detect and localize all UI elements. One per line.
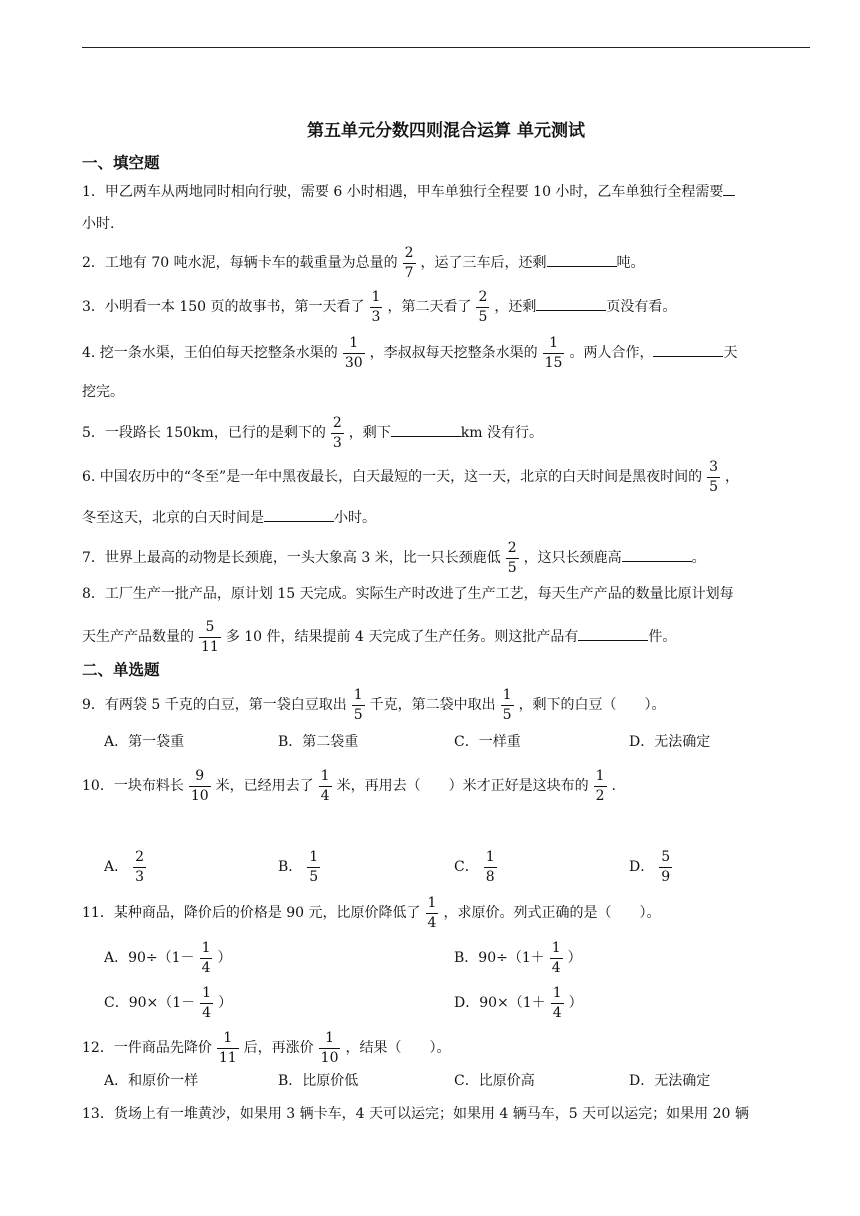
question-5-text: ，剩下 — [348, 425, 391, 442]
question-5 — [82, 416, 543, 450]
header-rule — [82, 47, 810, 48]
fraction — [319, 1031, 341, 1065]
question-6-continued — [82, 507, 376, 528]
fraction-numerator: 1 — [319, 769, 332, 787]
question-2-text: 吨。 — [616, 255, 645, 272]
question-2-text: 2．工地有 70 吨水泥，每辆卡车的载重量为总量的 — [82, 255, 398, 272]
fraction-denominator: 3 — [332, 434, 342, 451]
fraction-numerator: 5 — [659, 850, 672, 868]
fraction-numerator: 1 — [426, 896, 439, 914]
answer-blank[interactable] — [391, 422, 461, 437]
question-13: 13．货场上有一堆黄沙，如果用 3 辆卡车，4 天可以运完；如果用 4 辆马车，5 天可以运完；如果用 20 辆 — [82, 1106, 749, 1122]
option-label: ） — [568, 995, 583, 1012]
page-title: 第五单元分数四则混合运算 单元测试 — [307, 121, 585, 141]
question-2 — [82, 246, 645, 280]
question-7-text: 7．世界上最高的动物是长颈鹿，一头大象高 3 米，比一只长颈鹿低 — [82, 550, 501, 567]
fraction-numerator: 2 — [476, 290, 489, 308]
question-6-text: 冬至这天，北京的白天时间是 — [82, 510, 264, 526]
fraction-numerator: 1 — [550, 941, 563, 959]
question-5-text: 5．一段路长 150km，已行的是剩下的 — [82, 425, 326, 442]
question-4-text: 。两人合作， — [569, 345, 654, 362]
option-label: ） — [217, 950, 232, 967]
option-d[interactable]: D．无法确定 — [629, 1073, 711, 1089]
fraction-denominator: 11 — [218, 1049, 237, 1066]
fraction-denominator: 3 — [371, 308, 381, 325]
answer-blank[interactable] — [723, 181, 735, 196]
question-5-text: km 没有行。 — [460, 425, 543, 442]
question-10 — [82, 769, 616, 803]
fraction-numerator: 2 — [331, 416, 344, 434]
option-label: C． — [454, 859, 479, 876]
question-9-text: ，剩下的白豆（ ）。 — [518, 697, 666, 714]
fraction-numerator: 1 — [200, 941, 213, 959]
fraction — [307, 850, 320, 884]
fraction — [426, 896, 439, 930]
question-12 — [82, 1031, 450, 1065]
option-d[interactable]: D．无法确定 — [629, 734, 711, 750]
fraction-numerator: 5 — [199, 620, 221, 638]
question-12-text: 后，再涨价 — [243, 1040, 314, 1057]
fraction-numerator: 2 — [133, 850, 146, 868]
fraction-denominator: 7 — [404, 264, 414, 281]
option-b[interactable] — [278, 850, 325, 884]
fraction — [594, 769, 607, 803]
question-1-text: 1．甲乙两车从两地同时相向行驶，需要 6 小时相遇，甲车单独行全程要 10 小时，乙车单独行全程需要 — [82, 184, 724, 200]
option-b[interactable]: B．比原价低 — [278, 1073, 359, 1089]
fraction-denominator: 4 — [320, 787, 330, 804]
question-3-text: ，第二天看了 — [387, 299, 472, 316]
fraction — [343, 336, 365, 370]
option-c[interactable]: C．比原价高 — [454, 1073, 535, 1089]
fraction-denominator: 5 — [502, 706, 512, 723]
question-8-text: 天生产产品数量的 — [82, 629, 194, 646]
option-label: A．90÷（1－ — [104, 950, 195, 967]
fraction-denominator: 2 — [595, 787, 605, 804]
answer-blank[interactable] — [264, 507, 334, 522]
option-c[interactable] — [104, 986, 232, 1020]
fraction — [352, 688, 365, 722]
fraction — [200, 941, 213, 975]
fraction — [543, 336, 565, 370]
option-label: B． — [278, 859, 303, 876]
option-label: ） — [218, 995, 233, 1012]
fraction-denominator: 5 — [309, 868, 319, 885]
fraction-denominator: 5 — [478, 308, 488, 325]
option-c[interactable] — [454, 850, 502, 884]
question-1 — [82, 181, 735, 202]
fraction-denominator: 4 — [202, 1004, 212, 1021]
section-fill-in: 一、填空题 — [82, 154, 160, 172]
question-10-text: 米，已经用去了 — [215, 778, 314, 795]
fraction-denominator: 4 — [551, 959, 561, 976]
fraction-numerator: 3 — [707, 460, 720, 478]
question-4-continued: 挖完。 — [82, 384, 124, 400]
answer-blank[interactable] — [536, 296, 606, 311]
question-8-continued — [82, 620, 676, 654]
option-d[interactable] — [454, 986, 583, 1020]
fraction-numerator: 2 — [403, 246, 416, 264]
fraction-denominator: 5 — [353, 706, 363, 723]
fraction — [506, 541, 519, 575]
fraction-numerator: 1 — [543, 336, 565, 354]
fraction-denominator: 30 — [344, 354, 363, 371]
question-3-text: 页没有看。 — [606, 299, 677, 316]
question-3 — [82, 290, 676, 324]
answer-blank[interactable] — [547, 252, 617, 267]
fraction — [200, 986, 213, 1020]
section-single-choice: 二、单选题 — [82, 661, 160, 679]
question-6-text: 6. 中国农历中的“冬至”是一年中黑夜最长，白天最短的一天，这一天，北京的白天时间是黑夜时间的 — [82, 469, 703, 486]
question-7-text: 。 — [691, 550, 706, 567]
fraction-numerator: 1 — [594, 769, 607, 787]
fraction-numerator: 1 — [343, 336, 365, 354]
fraction-numerator: 1 — [200, 986, 213, 1004]
fraction — [331, 416, 344, 450]
answer-blank[interactable] — [653, 342, 723, 357]
question-3-text: ，还剩 — [494, 299, 537, 316]
fraction-numerator: 1 — [551, 986, 564, 1004]
fraction-denominator: 11 — [201, 638, 219, 655]
fraction-denominator: 15 — [544, 354, 563, 371]
fraction-numerator: 1 — [484, 850, 497, 868]
question-10-text: 10．一块布料长 — [82, 778, 184, 795]
question-9 — [82, 688, 666, 722]
answer-blank[interactable] — [578, 626, 648, 641]
question-4-text: ，李叔叔每天挖整条水渠的 — [369, 345, 538, 362]
option-a[interactable] — [104, 941, 231, 975]
question-8: 8．工厂生产一批产品，原计划 15 天完成。实际生产时改进了生产工艺，每天生产产品的数量比原计划每 — [82, 586, 734, 602]
question-2-text: ，运了三车后，还剩 — [420, 255, 547, 272]
fraction-denominator: 10 — [190, 787, 209, 804]
fraction — [133, 850, 146, 884]
option-label: B．90÷（1＋ — [454, 950, 545, 967]
fraction — [501, 688, 514, 722]
option-label: D．90×（1＋ — [454, 995, 546, 1012]
option-a[interactable] — [104, 850, 151, 884]
fraction-numerator: 1 — [217, 1031, 239, 1049]
fraction-numerator: 1 — [319, 1031, 341, 1049]
fraction-numerator: 1 — [501, 688, 514, 706]
option-label: D． — [629, 859, 655, 876]
fraction-denominator: 5 — [709, 478, 719, 495]
fraction — [484, 850, 497, 884]
question-4-text: 天 — [723, 345, 738, 362]
question-8-text: 多 10 件，结果提前 4 天完成了生产任务。则这批产品有 — [225, 629, 579, 646]
option-label: ） — [567, 950, 582, 967]
fraction-numerator: 1 — [307, 850, 320, 868]
question-4 — [82, 336, 737, 370]
option-a[interactable]: A．第一袋重 — [104, 734, 185, 750]
fraction-denominator: 4 — [552, 1004, 562, 1021]
fraction — [659, 850, 672, 884]
question-4-text: 4. 挖一条水渠，王伯伯每天挖整条水渠的 — [82, 345, 338, 362]
fraction — [319, 769, 332, 803]
question-10-text: . — [611, 778, 616, 795]
question-11 — [82, 896, 660, 930]
fraction-denominator: 4 — [201, 959, 211, 976]
fraction — [199, 620, 221, 654]
fraction-denominator: 9 — [661, 868, 671, 885]
fraction-numerator: 9 — [189, 769, 211, 787]
question-12-text: ，结果（ ）。 — [345, 1040, 451, 1057]
fraction-numerator: 1 — [352, 688, 365, 706]
question-1-continued: 小时. — [82, 216, 115, 232]
question-11-text: ，求原价。列式正确的是（ ）。 — [443, 905, 661, 922]
question-8-text: 件。 — [648, 629, 677, 646]
fraction — [551, 986, 564, 1020]
question-7 — [82, 541, 706, 575]
fraction-numerator: 2 — [506, 541, 519, 559]
fraction — [707, 460, 720, 494]
fraction — [476, 290, 489, 324]
fraction-denominator: 10 — [320, 1049, 339, 1066]
option-b[interactable]: B．第二袋重 — [278, 734, 359, 750]
question-6-text: ， — [725, 469, 740, 486]
question-3-text: 3．小明看一本 150 页的故事书，第一天看了 — [82, 299, 365, 316]
fraction — [403, 246, 416, 280]
fraction — [370, 290, 383, 324]
option-d[interactable] — [629, 850, 677, 884]
question-6-text: 小时。 — [334, 510, 376, 526]
fraction-numerator: 1 — [370, 290, 383, 308]
question-6 — [82, 460, 739, 494]
option-c[interactable]: C．一样重 — [454, 734, 521, 750]
option-label: A． — [104, 859, 129, 876]
fraction-denominator: 3 — [135, 868, 145, 885]
question-9-text: 9．有两袋 5 千克的白豆，第一袋白豆取出 — [82, 697, 347, 714]
fraction — [217, 1031, 239, 1065]
question-9-text: 千克，第二袋中取出 — [369, 697, 496, 714]
question-7-text: ，这只长颈鹿高 — [523, 550, 622, 567]
question-12-text: 12．一件商品先降价 — [82, 1040, 212, 1057]
option-b[interactable] — [454, 941, 582, 975]
option-label: C．90×（1－ — [104, 995, 196, 1012]
fraction-denominator: 8 — [485, 868, 495, 885]
fraction — [189, 769, 211, 803]
fraction — [550, 941, 563, 975]
question-11-text: 11．某种商品，降价后的价格是 90 元，比原价降低了 — [82, 905, 421, 922]
question-10-text: 米，再用去（ ）米才正好是这块布的 — [336, 778, 589, 795]
fraction-denominator: 5 — [507, 559, 517, 576]
answer-blank[interactable] — [622, 547, 692, 562]
fraction-denominator: 4 — [427, 914, 437, 931]
option-a[interactable]: A．和原价一样 — [104, 1073, 199, 1089]
